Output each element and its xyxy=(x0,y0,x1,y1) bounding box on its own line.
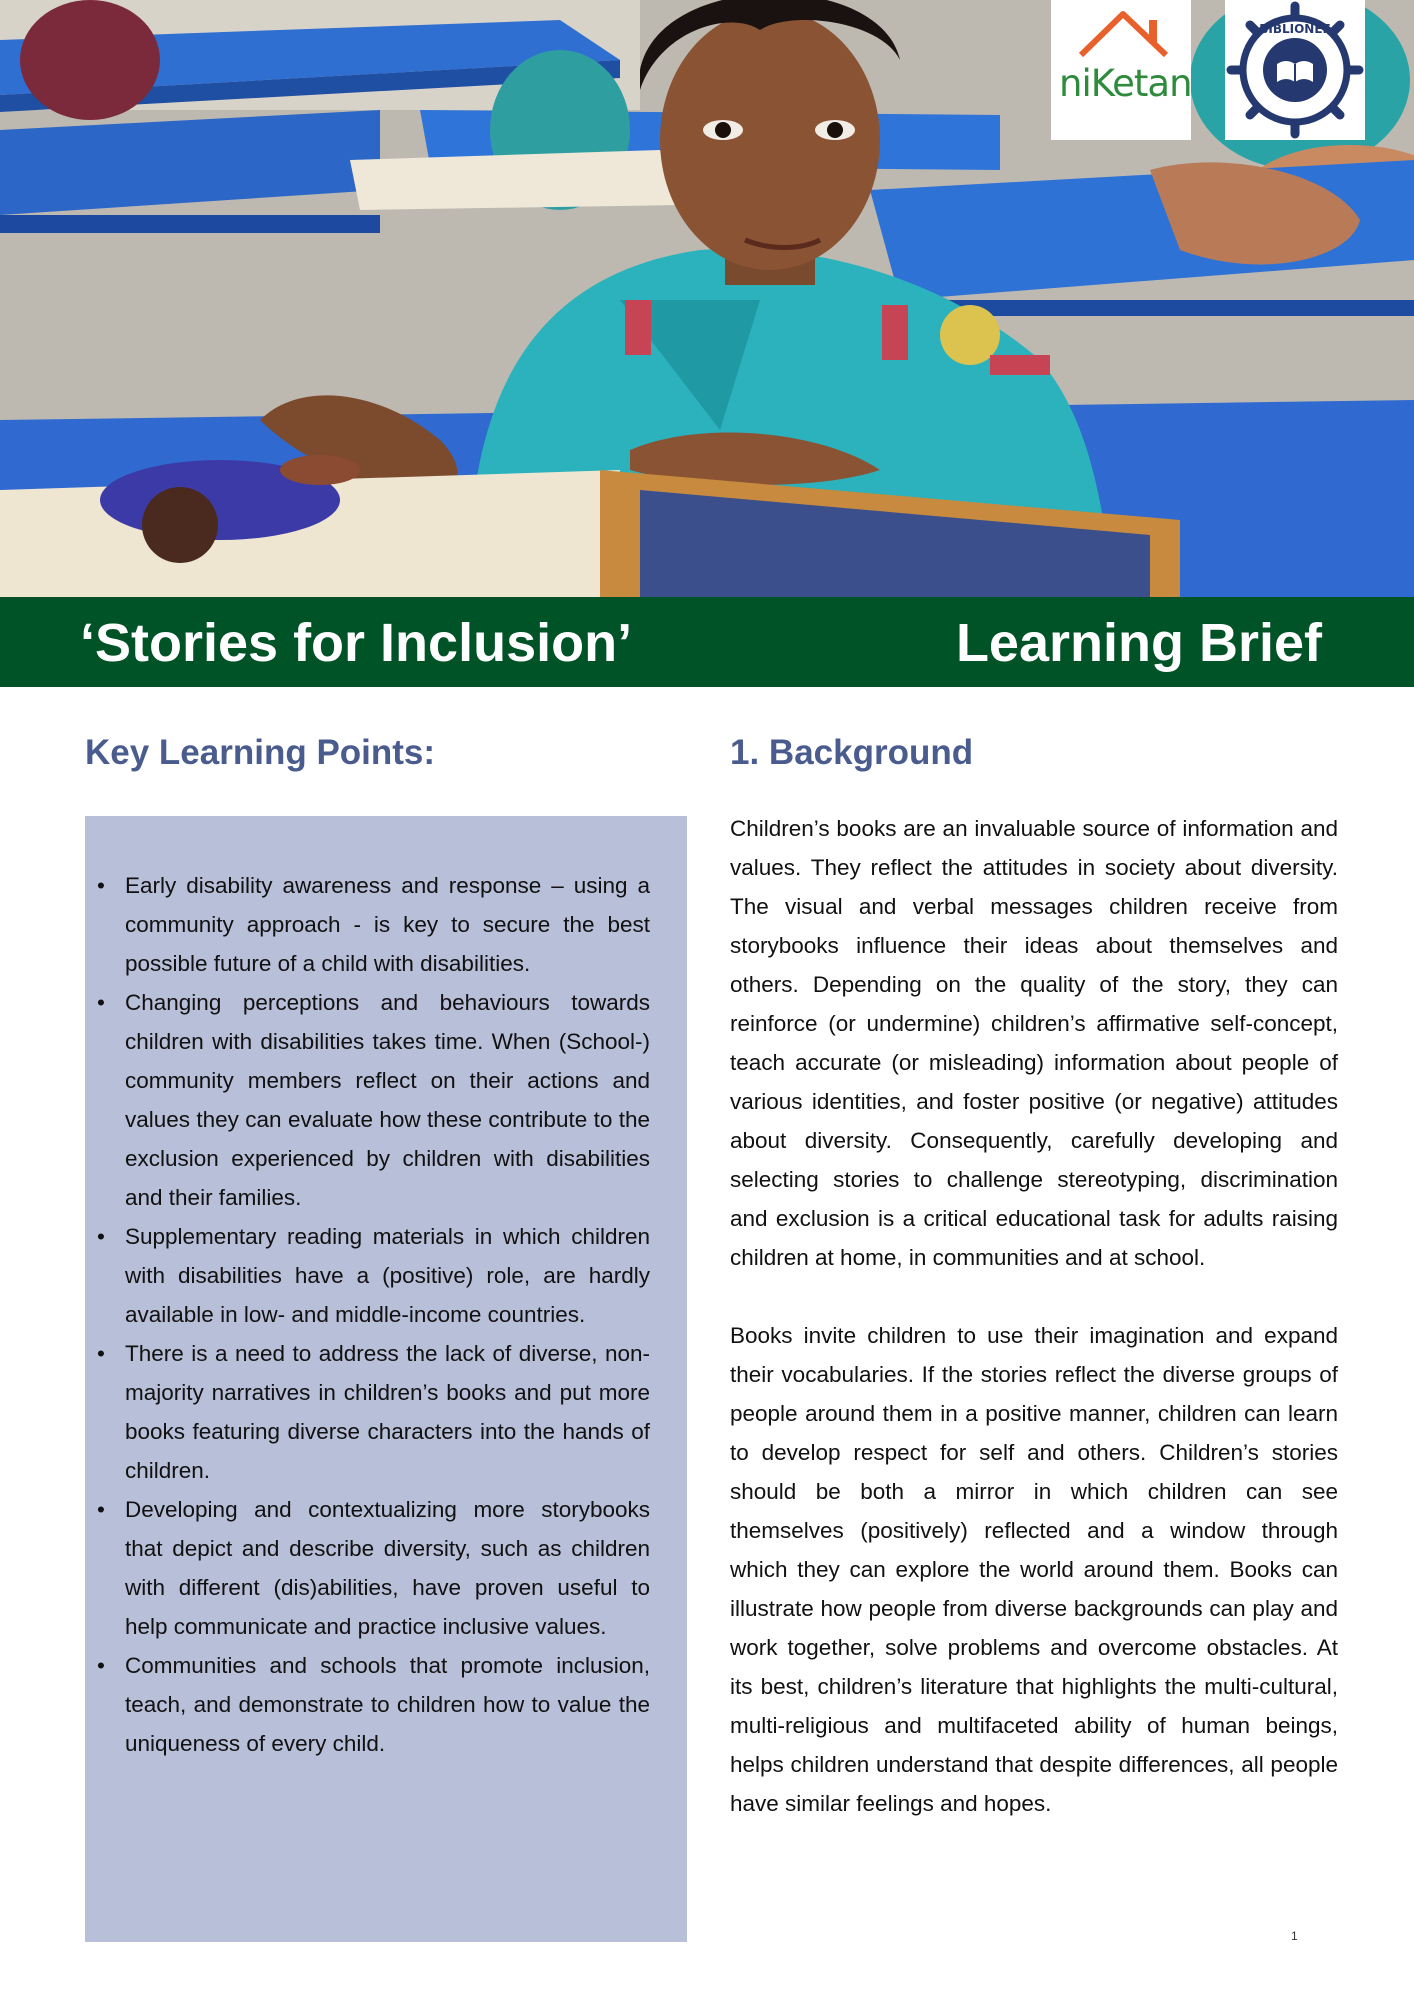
background-paragraph-2: Books invite children to use their imagination and expand their vocabularies. If the stories reflect the diverse groups of people around them in a positive manner, children can learn to develop respect for self and others. Children’s stories should be both a mirror in which children can see themselves (positively) reflected and a window through which they can explore the world around them. Books can illustrate how people from diverse backgrounds can play and work together, solve problems and overcome obstacles. At its best, children’s literature that highlights the multi-cultural, multi-religious and multifaceted ability of human beings, helps children understand that despite differences, all people have similar feelings and hopes. xyxy=(730,1323,1338,1816)
niketan-logo-text: niKetan xyxy=(1059,62,1192,105)
niketan-logo xyxy=(1051,0,1191,140)
key-learning-points-list xyxy=(97,866,650,1763)
page-number: 1 xyxy=(1291,1929,1298,1943)
hero-photo-illustration xyxy=(0,0,1414,597)
list-item-text: Communities and schools that promote inclusion, teach, and demonstrate to children how to value the uniqueness of every child. xyxy=(125,1653,650,1756)
list-item-text: There is a need to address the lack of diverse, non-majority narratives in children’s books and put more books featuring diverse characters into the hands of children. xyxy=(125,1341,650,1483)
background-heading: 1. Background xyxy=(730,733,974,772)
list-item xyxy=(97,1334,650,1490)
key-learning-points-heading: Key Learning Points: xyxy=(85,733,436,772)
hero-photo xyxy=(0,0,1414,597)
title-bar xyxy=(0,597,1414,687)
bullet-icon: • xyxy=(97,1341,105,1366)
document-type-label: Learning Brief xyxy=(955,613,1322,673)
biblionef-logo-text: BIBLIONEF xyxy=(1259,22,1331,36)
bullet-icon: • xyxy=(97,1497,105,1522)
bullet-icon: • xyxy=(97,873,105,898)
list-item xyxy=(97,1217,650,1334)
bullet-icon: • xyxy=(97,990,105,1015)
list-item xyxy=(97,866,650,983)
biblionef-logo xyxy=(1225,0,1365,140)
bullet-icon: • xyxy=(97,1653,105,1678)
key-learning-points-box xyxy=(85,816,687,1942)
list-item-text: Developing and contextualizing more storybooks that depict and describe diversity, such as children with different (dis)abilities, have proven useful to help communicate and practice inclusive values. xyxy=(125,1497,650,1639)
bullet-icon: • xyxy=(97,1224,105,1249)
background-section xyxy=(730,809,1338,1823)
list-item xyxy=(97,983,650,1217)
document-title: ‘Stories for Inclusion’ xyxy=(80,613,633,673)
list-item-text: Early disability awareness and response – using a community approach - is key to secure the best possible future of a child with disabilities. xyxy=(125,873,650,976)
biblionef-ship-wheel-icon xyxy=(1225,0,1365,140)
background-paragraph-1: Children’s books are an invaluable source of information and values. They reflect the attitudes in society about diversity. The visual and verbal messages children receive from storybooks influence their ideas about themselves and others. Depending on the quality of the story, they can reinforce (or undermine) children’s affirmative self-concept, teach accurate (or misleading) information about people of various identities, and foster positive (or negative) attitudes about diversity. Consequently, carefully developing and selecting stories to challenge stereotyping, discrimination and exclusion is a critical educational task for adults raising children at home, in communities and at school. xyxy=(730,816,1338,1270)
list-item xyxy=(97,1646,650,1763)
list-item-text: Supplementary reading materials in which children with disabilities have a (positive) role, are hardly available in low- and middle-income countries. xyxy=(125,1224,650,1327)
list-item xyxy=(97,1490,650,1646)
list-item-text: Changing perceptions and behaviours towards children with disabilities takes time. When (School-) community members reflect on their actions and values they can evaluate how these contribute to the exclusion experienced by children with disabilities and their families. xyxy=(125,990,650,1210)
